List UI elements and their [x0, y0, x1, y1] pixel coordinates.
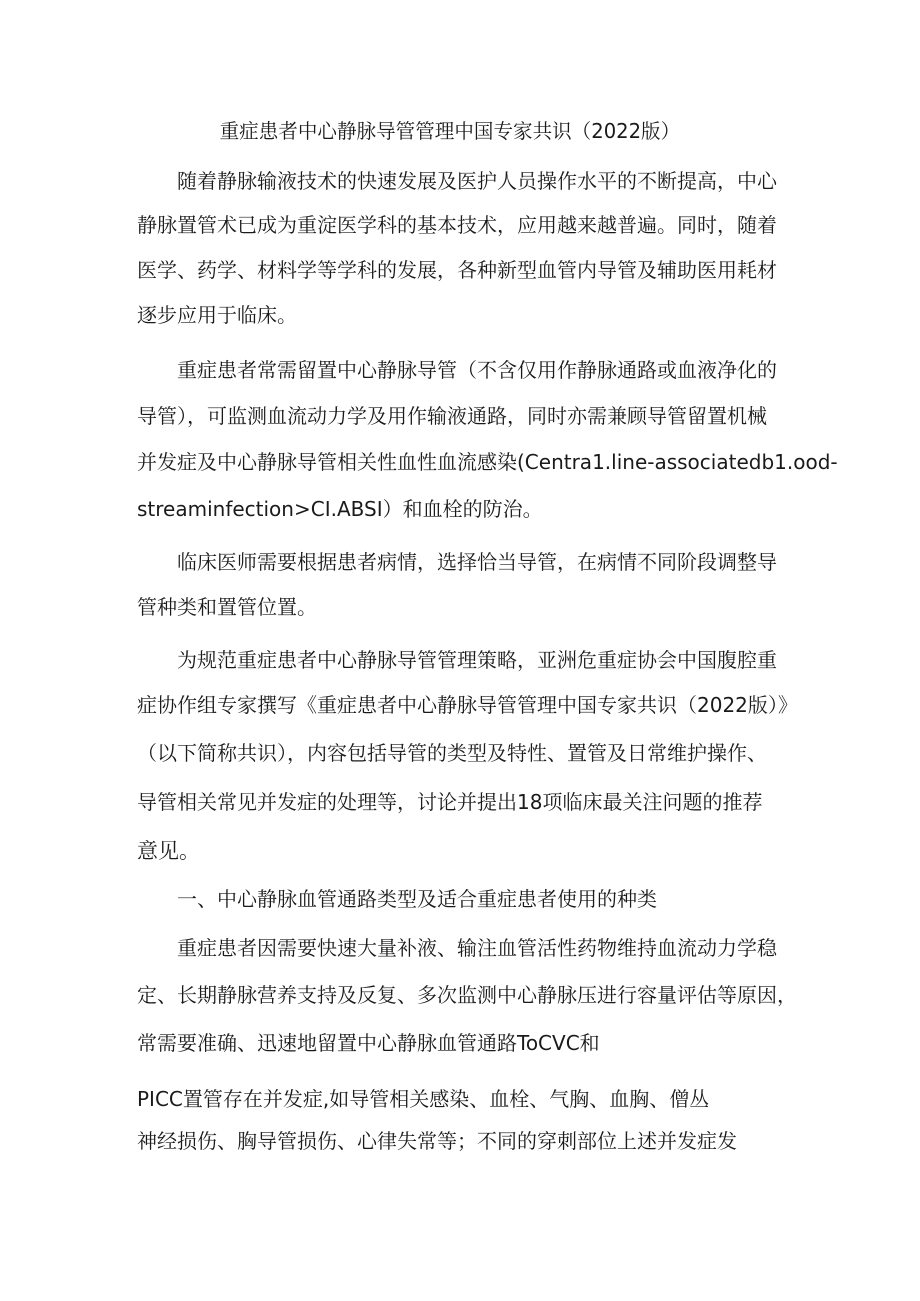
paragraph-5-line-2: 定、长期静脉营养支持及反复、多次监测中心静脉压进行容量评估等原因， [137, 983, 797, 1007]
paragraph-2-line-1: 重症患者常需留置中心静脉导管（不含仅用作静脉通路或血液净化的 [177, 358, 777, 382]
document-title: 重症患者中心静脉导管管理中国专家共识（2022版） [219, 119, 681, 143]
paragraph-6-line-1: PICC置管存在并发症,如导管相关感染、血栓、气胸、血胸、僧丛 [137, 1087, 710, 1111]
paragraph-4-line-4: 导管相关常见并发症的处理等，讨论并提出18项临床最关注问题的推荐 [137, 790, 763, 814]
paragraph-4-line-2: 症协作组专家撰写《重症患者中心静脉导管管理中国专家共识（2022版）》 [137, 693, 798, 717]
paragraph-2-line-2: 导管），可监测血流动力学及用作输液通路，同时亦需兼顾导管留置机械 [137, 404, 767, 428]
paragraph-1-line-3: 医学、药学、材料学等学科的发展，各种新型血管内导管及辅助医用耗材 [137, 258, 777, 282]
paragraph-2-line-4: streaminfection>CI.ABSI）和血栓的防治。 [137, 497, 543, 521]
paragraph-6-line-2: 神经损伤、胸导管损伤、心律失常等；不同的穿刺部位上述并发症发 [137, 1129, 737, 1153]
paragraph-3-line-1: 临床医师需要根据患者病情，选择恰当导管，在病情不同阶段调整导 [177, 550, 777, 574]
paragraph-1-line-1: 随着静脉输液技术的快速发展及医护人员操作水平的不断提高，中心 [177, 169, 777, 193]
section-heading: 一、中心静脉血管通路类型及适合重症患者使用的种类 [177, 887, 657, 911]
paragraph-5-line-3: 常需要准确、迅速地留置中心静脉血管通路ToCVC和 [137, 1031, 600, 1055]
paragraph-1-line-4: 逐步应用于临床。 [137, 303, 297, 327]
paragraph-1-line-2: 静脉置管术已成为重淀医学科的基本技术，应用越来越普遍。同时，随着 [137, 213, 777, 237]
paragraph-4-line-5: 意见。 [137, 839, 200, 863]
paragraph-3-line-2: 管种类和置管位置。 [137, 595, 317, 619]
paragraph-4-line-1: 为规范重症患者中心静脉导管管理策略，亚洲危重症协会中国腹腔重 [177, 648, 777, 672]
paragraph-5-line-1: 重症患者因需要快速大量补液、输注血管活性药物维持血流动力学稳 [177, 936, 777, 960]
paragraph-4-line-3: （以下简称共识），内容包括导管的类型及特性、置管及日常维护操作、 [137, 741, 767, 765]
paragraph-2-line-3: 并发症及中心静脉导管相关性血性血流感染(Centra1.line-associatedb1.ood- [137, 450, 838, 474]
